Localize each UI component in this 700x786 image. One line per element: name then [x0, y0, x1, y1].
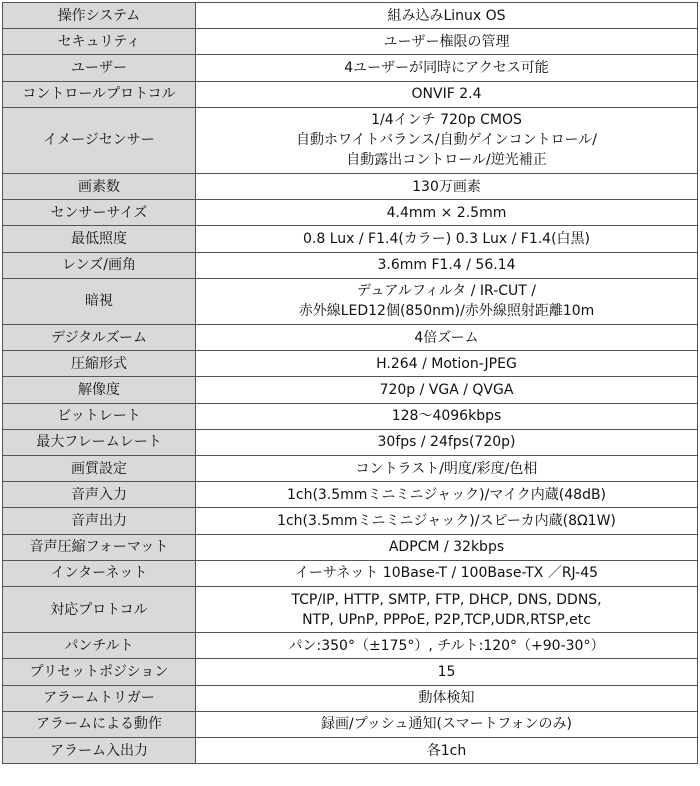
- spec-row: [3, 456, 698, 482]
- spec-value: ADPCM / 32kbps: [196, 534, 698, 560]
- spec-label: アラーム入出力: [3, 738, 196, 764]
- spec-value: TCP/IP, HTTP, SMTP, FTP, DHCP, DNS, DDNS, NTP, UPnP, PPPoE, P2P,TCP,UDR,RTSP,etc: [196, 586, 698, 632]
- spec-label: デジタルズーム: [3, 325, 196, 351]
- spec-label: インターネット: [3, 560, 196, 586]
- spec-row: [3, 738, 698, 764]
- spec-value: 組み込みLinux OS: [196, 3, 698, 29]
- spec-value: 4.4mm × 2.5mm: [196, 200, 698, 226]
- spec-row: [3, 685, 698, 711]
- spec-value: コントラスト/明度/彩度/色相: [196, 456, 698, 482]
- spec-label: ユーザー: [3, 55, 196, 81]
- spec-value: 各1ch: [196, 738, 698, 764]
- spec-row: [3, 560, 698, 586]
- spec-value: 128～4096kbps: [196, 403, 698, 429]
- spec-value: パン:350°（±175°）, チルト:120°（+90-30°）: [196, 633, 698, 659]
- spec-value: 15: [196, 659, 698, 685]
- spec-value: デュアルフィルタ / IR-CUT / 赤外線LED12個(850nm)/赤外線照射距離10m: [196, 278, 698, 324]
- spec-label: 音声圧縮フォーマット: [3, 534, 196, 560]
- spec-value: 4倍ズーム: [196, 325, 698, 351]
- spec-row: [3, 252, 698, 278]
- spec-value: 1/4インチ 720p CMOS 自動ホワイトバランス/自動ゲインコントロール/ 自動露出コントロール/逆光補正: [196, 107, 698, 173]
- spec-label: コントロールプロトコル: [3, 81, 196, 107]
- spec-value: ONVIF 2.4: [196, 81, 698, 107]
- spec-row: [3, 351, 698, 377]
- spec-row: [3, 55, 698, 81]
- spec-table-body: [3, 3, 698, 764]
- spec-value: 720p / VGA / QVGA: [196, 377, 698, 403]
- spec-label: 画質設定: [3, 456, 196, 482]
- spec-value: 3.6mm F1.4 / 56.14: [196, 252, 698, 278]
- spec-label: 音声出力: [3, 508, 196, 534]
- spec-value: 録画/プッシュ通知(スマートフォンのみ): [196, 711, 698, 737]
- spec-row: [3, 429, 698, 455]
- spec-label: 音声入力: [3, 482, 196, 508]
- spec-row: [3, 711, 698, 737]
- spec-row: [3, 278, 698, 324]
- spec-row: [3, 633, 698, 659]
- spec-label: 対応プロトコル: [3, 586, 196, 632]
- spec-value: H.264 / Motion-JPEG: [196, 351, 698, 377]
- spec-row: [3, 3, 698, 29]
- spec-row: [3, 226, 698, 252]
- spec-value: 1ch(3.5mmミニミニジャック)/スピーカ内蔵(8Ω1W): [196, 508, 698, 534]
- spec-row: [3, 29, 698, 55]
- spec-label: センサーサイズ: [3, 200, 196, 226]
- spec-label: 最低照度: [3, 226, 196, 252]
- spec-row: [3, 200, 698, 226]
- spec-value: イーサネット 10Base-T / 100Base-TX ／RJ-45: [196, 560, 698, 586]
- spec-row: [3, 659, 698, 685]
- spec-value: 4ユーザーが同時にアクセス可能: [196, 55, 698, 81]
- spec-label: 解像度: [3, 377, 196, 403]
- spec-value: ユーザー権限の管理: [196, 29, 698, 55]
- spec-value: 1ch(3.5mmミニミニジャック)/マイク内蔵(48dB): [196, 482, 698, 508]
- spec-label: 最大フレームレート: [3, 429, 196, 455]
- spec-row: [3, 482, 698, 508]
- spec-row: [3, 325, 698, 351]
- spec-value: 0.8 Lux / F1.4(カラー) 0.3 Lux / F1.4(白黒): [196, 226, 698, 252]
- spec-value: 130万画素: [196, 174, 698, 200]
- spec-label: パンチルト: [3, 633, 196, 659]
- spec-row: [3, 403, 698, 429]
- spec-value: 30fps / 24fps(720p): [196, 429, 698, 455]
- spec-row: [3, 377, 698, 403]
- spec-label: 暗視: [3, 278, 196, 324]
- spec-label: 画素数: [3, 174, 196, 200]
- spec-row: [3, 107, 698, 173]
- spec-label: プリセットポジション: [3, 659, 196, 685]
- spec-label: 操作システム: [3, 3, 196, 29]
- spec-row: [3, 534, 698, 560]
- spec-label: イメージセンサー: [3, 107, 196, 173]
- spec-label: 圧縮形式: [3, 351, 196, 377]
- spec-row: [3, 508, 698, 534]
- spec-value: 動体検知: [196, 685, 698, 711]
- spec-row: [3, 81, 698, 107]
- spec-row: [3, 586, 698, 632]
- spec-label: ビットレート: [3, 403, 196, 429]
- spec-row: [3, 174, 698, 200]
- spec-label: レンズ/画角: [3, 252, 196, 278]
- spec-label: アラームトリガー: [3, 685, 196, 711]
- spec-table: [2, 2, 698, 764]
- spec-label: アラームによる動作: [3, 711, 196, 737]
- spec-label: セキュリティ: [3, 29, 196, 55]
